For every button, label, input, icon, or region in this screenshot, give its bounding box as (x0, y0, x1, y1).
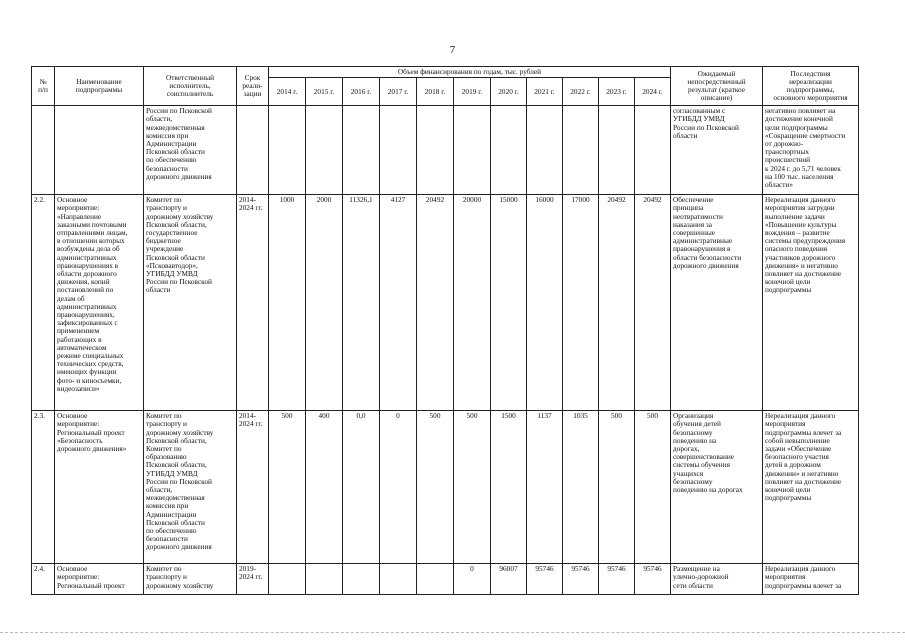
row-name: Основное мероприятие: Региональный проект «Безопасность дорожного движения» (55, 411, 144, 564)
row-value (380, 106, 417, 195)
row-result: согласованным с УГИБДД УМВД России по Псковской области (671, 106, 763, 195)
row-value: 400 (306, 411, 343, 564)
row-value: 20492 (599, 195, 635, 411)
row-value (306, 106, 343, 195)
row-value (306, 564, 343, 595)
row-value (343, 106, 380, 195)
header-consequences: Последствия нереализации подпрограммы, основного мероприятия (763, 67, 859, 106)
row-value (380, 564, 417, 595)
row-executor: Комитет по транспорту и дорожному хозяйству Псковской области, государственное бюджетное учреждение Псковской области «Псковавтодор», УГИБДД УМВД России по Псковской области (144, 195, 237, 411)
row-value: 17000 (563, 195, 599, 411)
row-name: Основное мероприятие: «Направление заказными почтовыми отправлениями лицам, в отношении которых возбуждены дела об административных правонарушениях в области дорожного движения, копий постановлений по делам об административных правонарушениях, зафиксированных с применением работающих в автоматическом режиме специальных технических средств, имеющих функции фото- и киносъемки, видеозаписи» (55, 195, 144, 411)
table-row (32, 411, 859, 564)
row-value: 15000 (491, 195, 527, 411)
header-name: Наименование подпрограммы (55, 67, 144, 106)
row-value: 2000 (306, 195, 343, 411)
row-value: 1500 (491, 411, 527, 564)
row-name: Основное мероприятие: Региональный проект (55, 564, 144, 595)
row-value (269, 106, 306, 195)
row-executor: Комитет по транспорту и дорожному хозяйству Псковской области, Комитет по образованию Псковской области, УГИБДД УМВД России по Псковской области, межведомственная комиссия при Администрации Псковской области по обеспечению безопасности дорожного движения (144, 411, 237, 564)
year-header: 2017 г. (380, 78, 417, 106)
year-header: 2021 г. (527, 78, 563, 106)
row-value: 16000 (527, 195, 563, 411)
year-header: 2023 г. (599, 78, 635, 106)
row-value: 0,0 (343, 411, 380, 564)
row-consequences: Нереализация данного мероприятия подпрограммы влечет за собой невыполнение задачи «Обеспечение безопасного участия детей в дорожном движении» и негативно повлияет на достижение конечной цели подпрограммы (763, 411, 859, 564)
row-number: 2.2. (32, 195, 55, 411)
row-consequences: Нереализация данного мероприятия подпрограммы влечет за (763, 564, 859, 595)
row-value: 500 (454, 411, 491, 564)
row-term (237, 106, 269, 195)
row-value: 20492 (417, 195, 454, 411)
year-header: 2018 г. (417, 78, 454, 106)
row-value: 4127 (380, 195, 417, 411)
row-value (343, 564, 380, 595)
row-value (269, 564, 306, 595)
row-value: 1000 (269, 195, 306, 411)
row-name (55, 106, 144, 195)
header-funding: Объем финансирования по годам, тыс. рублей (269, 67, 671, 78)
row-value: 1137 (527, 411, 563, 564)
row-term: 2019- 2024 гг. (237, 564, 269, 595)
row-result: Организация обучения детей безопасному поведению на дорогах, совершенствование системы обучения учащихся безопасному поведению на дорогах (671, 411, 763, 564)
row-term: 2014- 2024 гг. (237, 195, 269, 411)
row-value: 95746 (527, 564, 563, 595)
row-consequences: Нереализация данного мероприятия затрудни выполнение задачи «Повышение культуры вождения – развитие системы предупреждения опасного поведения участников дорожного движения» и негативно повлияет на достижение конечной цели подпрограммы (763, 195, 859, 411)
row-value: 20492 (635, 195, 671, 411)
row-value: 500 (599, 411, 635, 564)
year-header: 2022 г. (563, 78, 599, 106)
table-row (32, 195, 859, 411)
row-value: 96007 (491, 564, 527, 595)
header-term: Срок реали- зации (237, 67, 269, 106)
row-value (599, 106, 635, 195)
row-value (635, 106, 671, 195)
row-number: 2.4. (32, 564, 55, 595)
row-value: 0 (454, 564, 491, 595)
row-result: Размещение на улично-дорожной сети области (671, 564, 763, 595)
funding-table (31, 66, 859, 595)
row-term: 2014- 2024 гг. (237, 411, 269, 564)
row-value: 500 (417, 411, 454, 564)
row-value: 95746 (563, 564, 599, 595)
row-value (563, 106, 599, 195)
row-result: Обеспечение принципа неотвратимости наказания за совершенные административные правонарушения в области безопасности дорожного движения (671, 195, 763, 411)
row-value: 11326,1 (343, 195, 380, 411)
page-edge-rule (0, 632, 905, 633)
year-header: 2016 г. (343, 78, 380, 106)
table-row (32, 564, 859, 595)
row-value (454, 106, 491, 195)
row-value (417, 564, 454, 595)
header-executor: Ответственный исполнитель, соисполнитель (144, 67, 237, 106)
row-value (527, 106, 563, 195)
row-value: 95746 (635, 564, 671, 595)
year-header: 2019 г. (454, 78, 491, 106)
row-value (491, 106, 527, 195)
row-value: 500 (635, 411, 671, 564)
row-value: 20000 (454, 195, 491, 411)
row-value: 1035 (563, 411, 599, 564)
row-executor: России по Псковской области, межведомственная комиссия при Администрации Псковской области по обеспечению безопасности дорожного движения (144, 106, 237, 195)
row-value: 95746 (599, 564, 635, 595)
header-no: № п/п (32, 67, 55, 106)
table-row (32, 106, 859, 195)
row-value: 0 (380, 411, 417, 564)
page-number: 7 (449, 44, 456, 56)
row-consequences: негативно повлияет на достижение конечной цели подпрограммы «Сокращение смертности от дорожно- транспортных происшествий к 2024 г. до 5,71 человек на 100 тыс. населения области» (763, 106, 859, 195)
row-number (32, 106, 55, 195)
row-value: 500 (269, 411, 306, 564)
header-result: Ожидаемый непосредственный результат (краткое описание) (671, 67, 763, 106)
row-value (417, 106, 454, 195)
year-header: 2015 г. (306, 78, 343, 106)
row-number: 2.3. (32, 411, 55, 564)
year-header: 2020 г. (491, 78, 527, 106)
row-executor: Комитет по транспорту и дорожному хозяйству (144, 564, 237, 595)
year-header: 2024 г. (635, 78, 671, 106)
year-header: 2014 г. (269, 78, 306, 106)
